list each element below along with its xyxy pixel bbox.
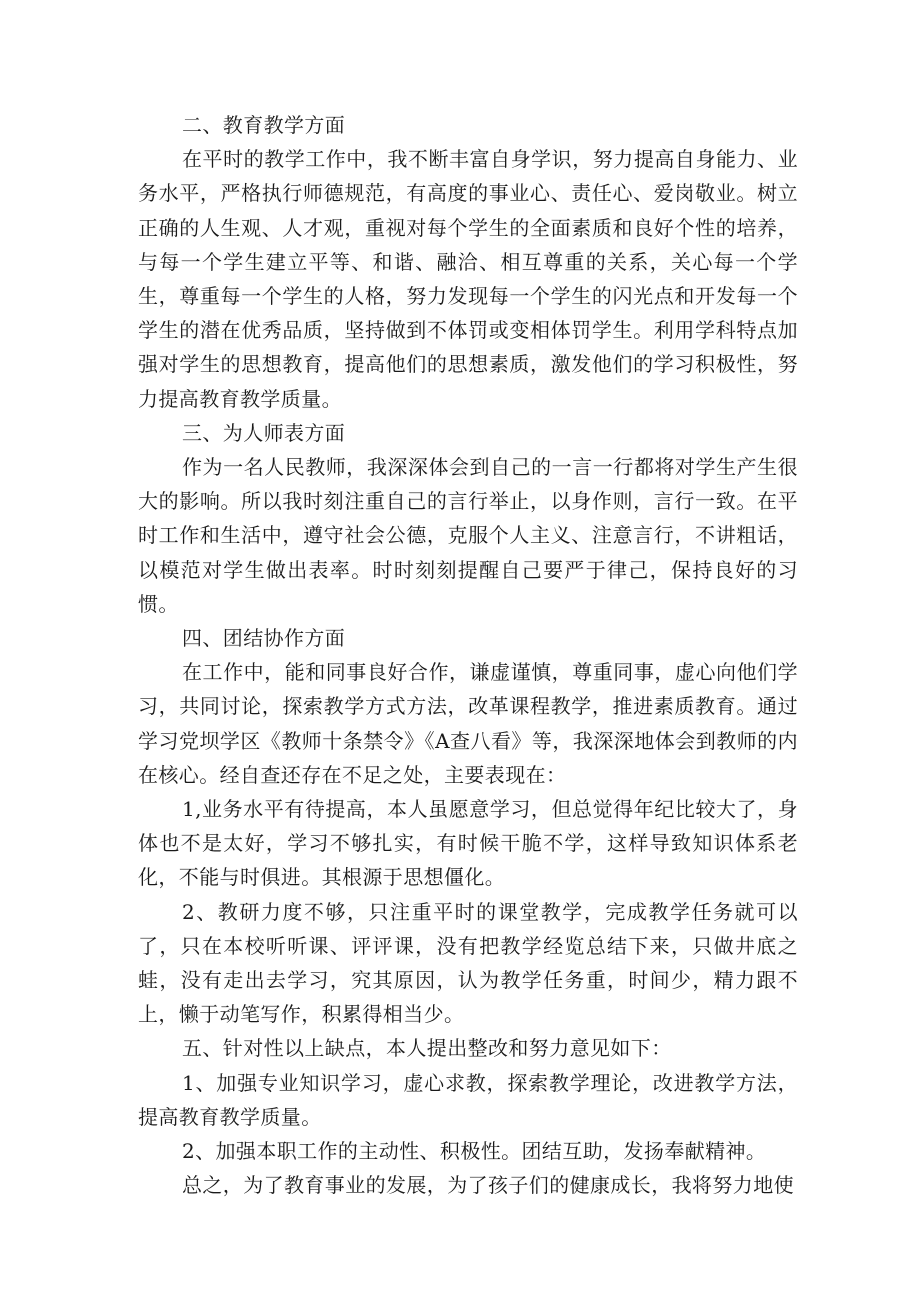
section-heading-teamwork: 四、团结协作方面 <box>182 626 346 651</box>
section-heading-teaching: 二、教育教学方面 <box>182 113 346 137</box>
paragraph-role-model: 作为一名人民教师，我深深体会到自己的一言一行都将对学生产生很大的影响。所以我时刻注重自己的言行举止，以身作则，言行一致。在平时工作和生活中，遵守社会公德，克服个人主义、注意言行，不讲粗话，以模范对学生做出表率。时时刻刻提醒自己要严于律己，保持良好的习惯。 <box>138 455 798 616</box>
list-item-improvement-1: 1、加强专业知识学习，虚心求教，探索教学理论，改进教学方法，提高教育教学质量。 <box>138 1070 798 1129</box>
paragraph-teaching: 在平时的教学工作中，我不断丰富自身学识，努力提高自身能力、业务水平，严格执行师德规范，有高度的事业心、责任心、爱岗敬业。树立正确的人生观、人才观，重视对每个学生的全面素质和良好个性的培养，与每一个学生建立平等、和谐、融洽、相互尊重的关系，关心每一个学生，尊重每一个学生的人格，努力发现每一个学生的闪光点和开发每一个学生的潜在优秀品质，坚持做到不体罚或变相体罚学生。利用学科特点加强对学生的思想教育，提高他们的思想素质，激发他们的学习积极性，努力提高教育教学质量。 <box>138 147 798 411</box>
document-page <box>138 108 798 1203</box>
list-item-shortcoming-1: 1,业务水平有待提高，本人虽愿意学习，但总觉得年纪比较大了，身体也不是太好，学习不够扎实，有时候干脆不学，这样导致知识体系老化，不能与时俱进。其根源于思想僵化。 <box>138 797 798 890</box>
paragraph-teamwork: 在工作中，能和同事良好合作，谦虚谨慎，尊重同事，虚心向他们学习，共同讨论，探索教学方式方法，改革课程教学，推进素质教育。通过学习党坝学区《教师十条禁令》《A查八看》等，我深深地体会到教师的内在核心。经自查还存在不足之处，主要表现在： <box>138 660 798 787</box>
list-item-shortcoming-2: 2、教研力度不够，只注重平时的课堂教学，完成教学任务就可以了，只在本校听听课、评评课，没有把教学经览总结下来，只做井底之蛙，没有走出去学习，究其原因，认为教学任务重，时间少，精力跟不上，懒于动笔写作，积累得相当少。 <box>138 899 798 1027</box>
paragraph-conclusion: 总之，为了教育事业的发展，为了孩子们的健康成长，我将努力地使 <box>182 1173 794 1198</box>
list-item-improvement-2: 2、加强本职工作的主动性、积极性。团结互助，发扬奉献精神。 <box>182 1139 767 1164</box>
section-heading-improvement: 五、针对性以上缺点，本人提出整改和努力意见如下： <box>182 1036 672 1061</box>
section-heading-role-model: 三、为人师表方面 <box>182 420 346 445</box>
